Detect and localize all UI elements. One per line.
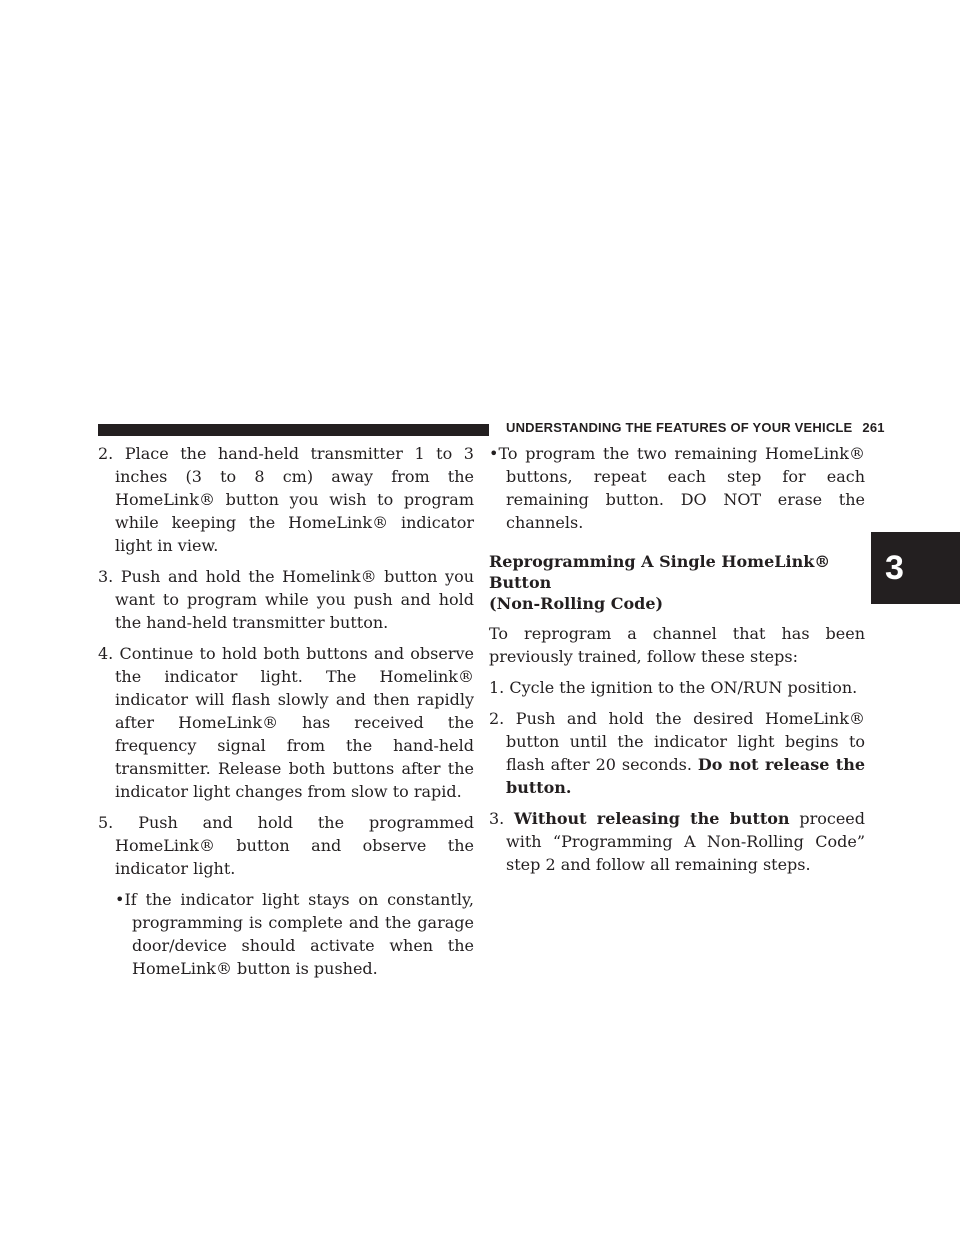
running-header [506, 417, 885, 439]
step-text: Push and hold the programmed HomeLink® button and observe the indicator light. [115, 813, 474, 878]
step-item [489, 807, 865, 876]
page-number: 261 [862, 420, 885, 435]
step-text: proceed with “Programming A Non-Rolling Code” step 2 and follow all remaining steps. [506, 809, 865, 874]
heading-line-2: (Non-Rolling Code) [489, 594, 664, 613]
step-item [98, 642, 474, 803]
step-text: Push and hold the desired HomeLink® button until the indicator light begins to flash after 20 seconds. [506, 709, 865, 774]
bullet-item [115, 888, 474, 980]
step-number: 5. [98, 813, 114, 832]
step-item [489, 676, 865, 699]
section-heading [489, 551, 865, 614]
step-number: 1. [489, 678, 505, 697]
step-text: Push and hold the Homelink® button you want to program while you push and hold the hand-held transmitter button. [115, 567, 474, 632]
step-number: 3. [489, 809, 505, 828]
bullet-icon: • [489, 444, 499, 463]
step-item [489, 707, 865, 799]
step-number: 4. [98, 644, 114, 663]
heading-line-1: Reprogramming A Single HomeLink® Button [489, 552, 831, 592]
step-bold-text: Do not release the button. [506, 755, 866, 797]
step-number: 2. [489, 709, 505, 728]
bullet-text: If the indicator light stays on constantly, programming is complete and the garage door/device should activate when the HomeLink® button is pushed. [124, 890, 474, 978]
step-bold-text: Without releasing the button [514, 809, 790, 828]
step-item [98, 442, 474, 557]
step-item [98, 811, 474, 880]
bullet-item [489, 442, 865, 534]
step-number: 3. [98, 567, 114, 586]
chapter-tab: 3 [871, 532, 960, 604]
step-text: Place the hand-held transmitter 1 to 3 inches (3 to 8 cm) away from the HomeLink® button you wish to program while keeping the HomeLink® indicator light in view. [115, 444, 474, 555]
bullet-text: To program the two remaining HomeLink® buttons, repeat each step for each remaining button. DO NOT erase the channels. [498, 444, 865, 532]
section-title: UNDERSTANDING THE FEATURES OF YOUR VEHICLE [506, 420, 853, 435]
step-item [98, 565, 474, 634]
step-text: Cycle the ignition to the ON/RUN position. [509, 678, 858, 697]
bullet-icon: • [115, 890, 125, 909]
right-column [489, 442, 865, 884]
header-rule [98, 424, 489, 436]
step-number: 2. [98, 444, 114, 463]
step-text: Continue to hold both buttons and observe the indicator light. The Homelink® indicator will flash slowly and then rapidly after HomeLink® has received the frequency signal from the hand-held transmitter. Release both buttons after the indicator light changes from slow to rapid. [115, 644, 474, 801]
left-column [98, 442, 474, 980]
intro-text: To reprogram a channel that has been previously trained, follow these steps: [489, 624, 865, 666]
